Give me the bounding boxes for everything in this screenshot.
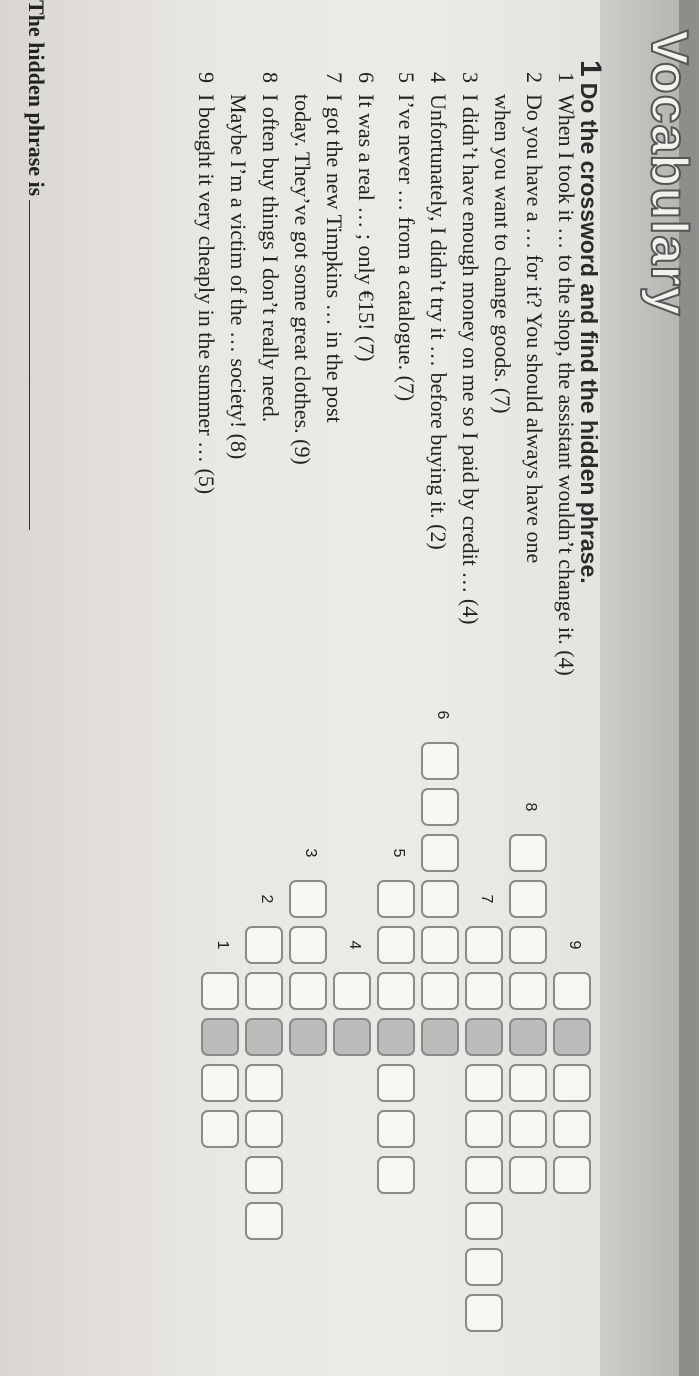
crossword-cell[interactable] [509,1156,547,1194]
crossword-cell[interactable] [201,1064,239,1102]
clue-number: 1 [554,72,579,83]
exercise-number: 1 [574,60,607,77]
clue-text: Unfortunately, I didn’t try it … before buying it. (2) [426,94,451,550]
crossword-number-8: 8 [522,802,539,812]
crossword-cell[interactable] [421,788,459,826]
clue-number: 7 [322,72,347,83]
hidden-phrase-label: The hidden phrase is [24,0,49,197]
clue-text: today. They’ve got some great clothes. (9) [290,94,315,465]
crossword-number-4: 4 [346,940,363,950]
crossword-cell-hidden[interactable] [289,1018,327,1056]
clue-text: I got the new Timpkins … in the post [322,94,347,423]
crossword-cell-hidden[interactable] [201,1018,239,1056]
clue-7-continued [289,72,315,465]
crossword-cell[interactable] [377,972,415,1010]
crossword-cell[interactable] [245,1064,283,1102]
crossword-cell[interactable] [465,1064,503,1102]
clue-1 [553,72,579,676]
crossword-cell[interactable] [421,926,459,964]
clue-5 [393,72,419,401]
clue-9 [193,72,219,494]
clue-7 [321,72,347,423]
crossword-number-3: 3 [302,848,319,858]
clue-number: 6 [354,72,379,83]
crossword-cell-hidden[interactable] [509,1018,547,1056]
clue-number: 2 [522,72,547,83]
crossword-number-9: 9 [566,940,583,950]
clue-2 [521,72,547,563]
clue-text: I’ve never … from a catalogue. (7) [394,94,419,402]
crossword-cell[interactable] [333,972,371,1010]
crossword-cell[interactable] [245,926,283,964]
crossword-cell[interactable] [553,1110,591,1148]
crossword-cell[interactable] [245,972,283,1010]
clue-text: Maybe I’m a victim of the … society! (8) [226,94,251,460]
crossword-cell[interactable] [465,1156,503,1194]
crossword-cell[interactable] [553,1156,591,1194]
clue-number: 5 [394,72,419,83]
crossword-cell[interactable] [421,972,459,1010]
clue-text: Do you have a … for it? You should always have one [522,94,547,564]
crossword-cell[interactable] [289,926,327,964]
clue-text: when you want to change goods. (7) [490,94,515,414]
hidden-phrase-line [23,0,49,530]
hidden-phrase-answer-field[interactable] [29,200,48,530]
crossword-cell-hidden[interactable] [377,1018,415,1056]
crossword-cell[interactable] [465,1294,503,1332]
crossword-cell[interactable] [377,1110,415,1148]
crossword-cell[interactable] [201,972,239,1010]
clue-2-continued [489,72,515,414]
clue-4 [425,72,451,550]
crossword-cell[interactable] [421,834,459,872]
crossword-cell[interactable] [465,1110,503,1148]
clue-number: 9 [194,72,219,83]
crossword-cell[interactable] [553,1064,591,1102]
exercise-instruction: Do the crossword and find the hidden phrase. [576,82,602,584]
crossword-cell[interactable] [245,1156,283,1194]
crossword-cell-hidden[interactable] [333,1018,371,1056]
clue-text: I bought it very cheaply in the summer … (5) [194,94,219,495]
crossword-cell[interactable] [201,1110,239,1148]
crossword-cell-hidden[interactable] [553,1018,591,1056]
clue-8-continued [225,72,251,459]
crossword-cell[interactable] [509,1110,547,1148]
clue-text: I didn’t have enough money on me so I paid by credit … (4) [458,94,483,625]
crossword-cell[interactable] [465,926,503,964]
crossword-cell[interactable] [421,880,459,918]
clue-text: I often buy things I don’t really need. [258,94,283,423]
crossword-cell[interactable] [553,972,591,1010]
crossword-cell[interactable] [465,972,503,1010]
clue-number: 8 [258,72,283,83]
crossword-cell[interactable] [509,972,547,1010]
clue-text: It was a real … ; only €15! (7) [354,94,379,362]
crossword-number-2: 2 [258,894,275,904]
crossword-cell[interactable] [289,880,327,918]
crossword-cell[interactable] [509,1064,547,1102]
crossword-cell-hidden[interactable] [421,1018,459,1056]
crossword-cell[interactable] [421,742,459,780]
crossword-number-7: 7 [478,894,495,904]
crossword-cell[interactable] [377,1156,415,1194]
section-title: Vocabulary [640,30,698,317]
crossword-cell[interactable] [509,834,547,872]
crossword-number-6: 6 [434,710,451,720]
crossword-cell[interactable] [377,926,415,964]
crossword-cell-hidden[interactable] [245,1018,283,1056]
crossword-cell[interactable] [245,1110,283,1148]
crossword-cell[interactable] [245,1202,283,1240]
crossword-cell[interactable] [377,880,415,918]
crossword-number-1: 1 [214,940,231,950]
clue-8 [257,72,283,422]
clue-number: 3 [458,72,483,83]
clue-6 [353,72,379,362]
clue-3 [457,72,483,625]
clue-number: 4 [426,72,451,83]
crossword-cell[interactable] [377,1064,415,1102]
crossword-cell[interactable] [465,1202,503,1240]
crossword-cell[interactable] [289,972,327,1010]
clue-text: When I took it … to the shop, the assistant wouldn’t change it. (4) [554,94,579,676]
crossword-number-5: 5 [390,848,407,858]
crossword-cell[interactable] [509,880,547,918]
crossword-cell-hidden[interactable] [465,1018,503,1056]
crossword-cell[interactable] [509,926,547,964]
crossword-cell[interactable] [465,1248,503,1286]
